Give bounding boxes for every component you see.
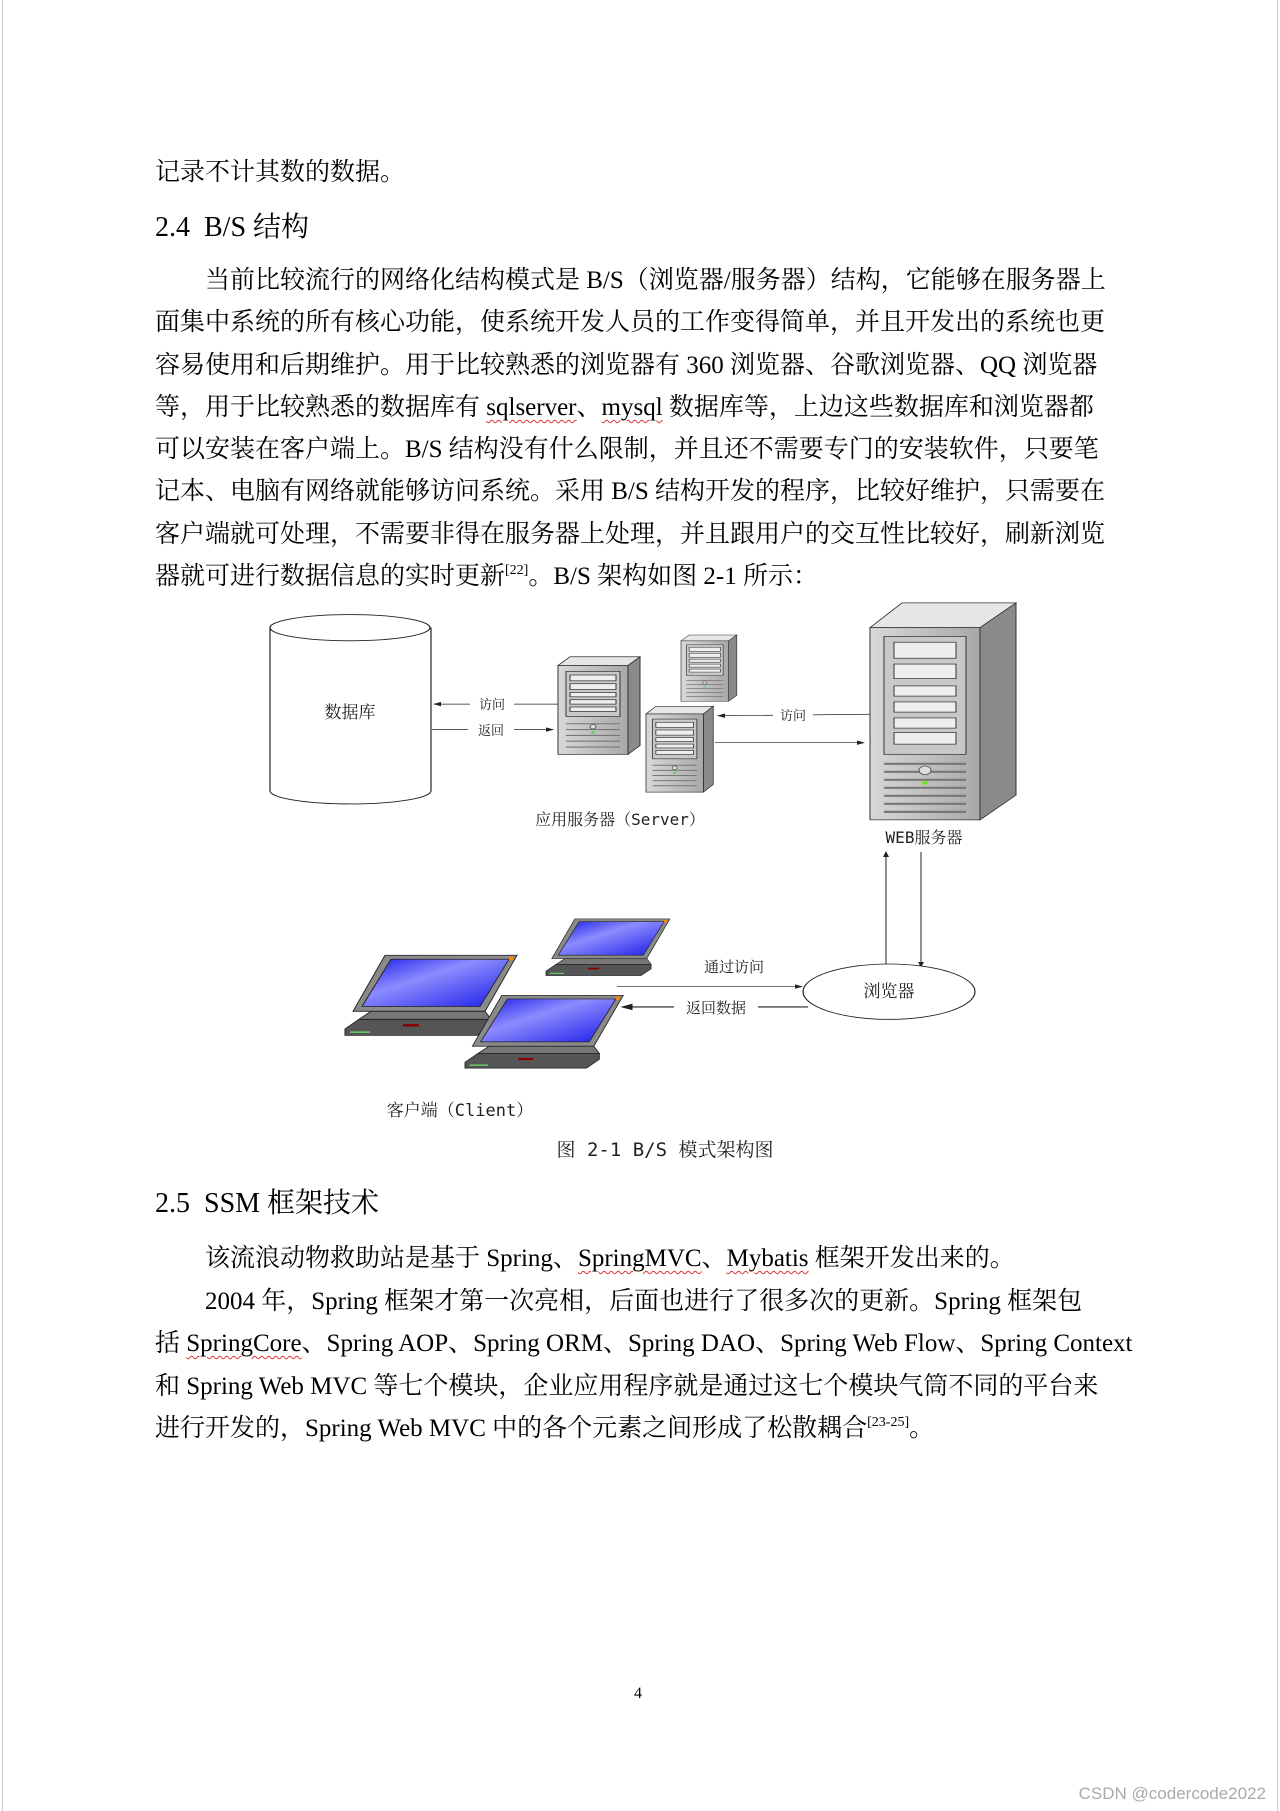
spellcheck-word: mysql xyxy=(601,394,663,421)
text-run: 、 xyxy=(701,1245,727,1272)
client-label: 客户端（Client） xyxy=(386,1101,534,1121)
text-line xyxy=(155,351,1097,381)
return-data-label: 返回数据 xyxy=(685,999,747,1017)
section-title: B/S 结构 xyxy=(204,212,310,243)
text-run: 可以安装在客户端上。B/S 结构没有什么限制，并且还不需要专门的安装软件，只要笔 xyxy=(155,436,1099,463)
text-line xyxy=(155,1329,1132,1359)
text-run: 当前比较流行的网络化结构模式是 B/S（浏览器/服务器）结构，它能够在服务器上 xyxy=(205,267,1106,294)
text-run: 框架开发出来的。 xyxy=(814,1245,1015,1272)
text-run: 记本、电脑有网络就能够访问系统。采用 B/S 结构开发的程序，比较好维护，只需要在 xyxy=(155,478,1106,505)
text-run: 数据库等，上边这些数据库和浏览器都 xyxy=(668,394,1094,421)
spellcheck-word: SpringCore xyxy=(186,1330,302,1357)
text-line xyxy=(205,1244,1015,1274)
text-line xyxy=(205,266,1106,296)
text-run: 等，用于比较熟悉的数据库有 xyxy=(155,394,487,421)
app-server-label: 应用服务器（Server） xyxy=(535,810,705,829)
text-run: 。B/S 架构如图 2-1 所示： xyxy=(528,563,818,590)
client-laptops-icon xyxy=(345,919,670,1068)
text-run: 、 xyxy=(576,394,602,421)
text-line xyxy=(155,562,818,592)
figure-caption: 图 2-1 B/S 模式架构图 xyxy=(556,1139,774,1161)
visit-label: 访问 xyxy=(478,698,506,713)
text-line xyxy=(155,1372,1098,1402)
text-run: 2004 年，Spring 框架才第一次亮相，后面也进行了很多次的更新。Spring 框架包 xyxy=(205,1288,1083,1315)
text-run: 、Spring AOP、Spring ORM、Spring DAO、Spring Web Flow、Spring Context xyxy=(301,1330,1133,1357)
web-server-label: WEB服务器 xyxy=(885,828,963,847)
section-number: 2.4 xyxy=(155,212,190,243)
section-heading-2-4 xyxy=(155,211,309,245)
text-line xyxy=(155,477,1105,507)
text-run: 容易使用和后期维护。用于比较熟悉的浏览器有 360 浏览器、谷歌浏览器、QQ 浏览器 xyxy=(155,352,1098,379)
spellcheck-word: sqlserver xyxy=(486,394,577,421)
text-run: 该流浪动物救助站是基于 Spring、 xyxy=(205,1245,578,1272)
page-number: 4 xyxy=(634,1685,642,1702)
text-run: 。 xyxy=(909,1415,935,1442)
section-heading-2-5 xyxy=(155,1187,379,1221)
section-number: 2.5 xyxy=(155,1188,190,1219)
watermark: CSDN @codercode2022 xyxy=(1078,1784,1266,1803)
page-right-edge xyxy=(1277,0,1278,1811)
bs-architecture-diagram xyxy=(260,600,1020,1130)
citation: [22] xyxy=(505,563,529,578)
text-run: 和 Spring Web MVC 等七个模块，企业应用程序就是通过这七个模块气筒不同的平台来 xyxy=(155,1373,1099,1400)
text-line xyxy=(155,520,1105,550)
citation: [23-25] xyxy=(867,1415,910,1430)
text-run: 面集中系统的所有核心功能，使系统开发人员的工作变得简单，并且开发出的系统也更 xyxy=(155,309,1106,336)
text-run: 客户端就可处理，不需要非得在服务器上处理，并且跟用户的交互性比较好，刷新浏览 xyxy=(155,521,1106,548)
browser-label: 浏览器 xyxy=(863,982,915,1002)
text-run: 括 xyxy=(155,1330,187,1357)
return-label: 返回 xyxy=(477,724,505,739)
database-label: 数据库 xyxy=(324,703,376,723)
web-server-icon xyxy=(870,603,1016,820)
section-title: SSM 框架技术 xyxy=(204,1188,380,1219)
text-line xyxy=(205,1287,1082,1317)
page-left-edge xyxy=(2,0,3,1811)
spellcheck-word: Mybatis xyxy=(726,1245,809,1272)
text-run: 记录不计其数的数据。 xyxy=(155,159,406,186)
spellcheck-word: SpringMVC xyxy=(577,1245,702,1272)
web-visit-label: 访问 xyxy=(779,709,807,724)
text-run: 器就可进行数据信息的实时更新 xyxy=(155,563,506,590)
app-server-icon xyxy=(558,635,737,792)
intro-line xyxy=(155,158,405,188)
text-line xyxy=(155,435,1099,465)
text-line xyxy=(155,393,1094,423)
via-visit-label: 通过访问 xyxy=(703,958,765,976)
text-line xyxy=(155,308,1105,338)
text-line xyxy=(155,1414,934,1444)
text-run: 进行开发的，Spring Web MVC 中的各个元素之间形成了松散耦合 xyxy=(155,1415,868,1442)
